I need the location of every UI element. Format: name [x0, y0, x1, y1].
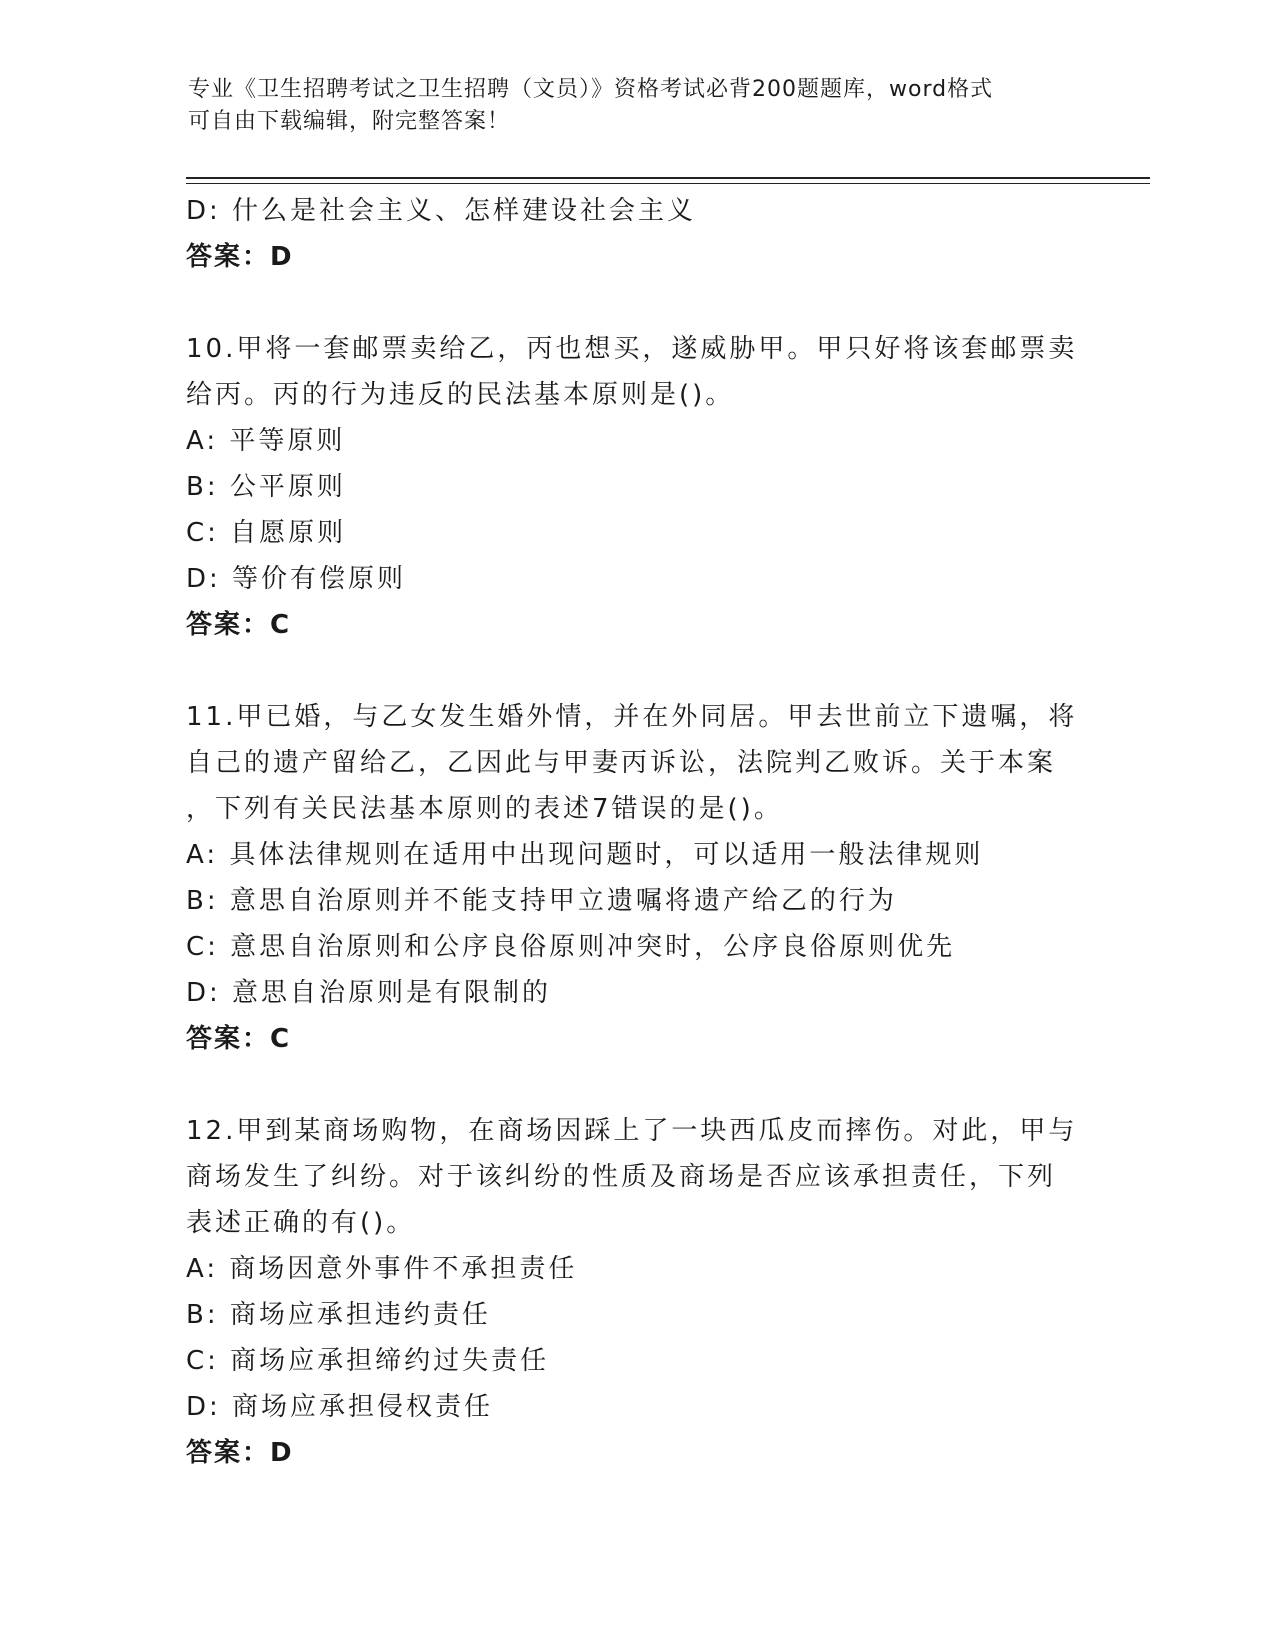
option-c: C: 意思自治原则和公序良俗原则冲突时，公序良俗原则优先: [186, 932, 956, 962]
spacer: [186, 280, 1086, 326]
option-c: C: 商场应承担缔约过失责任: [186, 1346, 550, 1376]
option-c: C: 自愿原则: [186, 518, 347, 548]
question-stem-line: 11.甲已婚，与乙女发生婚外情，并在外同居。甲去世前立下遗嘱，将: [186, 702, 1078, 732]
spacer: [186, 648, 1086, 694]
answer: 答案：D: [186, 1438, 294, 1468]
option-b: B: 意思自治原则并不能支持甲立遗嘱将遗产给乙的行为: [186, 886, 897, 916]
question-list: [186, 188, 1086, 1476]
question-stem-line: ，下列有关民法基本原则的表述7错误的是()。: [186, 794, 783, 824]
option-a: A: 商场因意外事件不承担责任: [186, 1254, 578, 1284]
question-stem-line: 表述正确的有()。: [186, 1208, 416, 1238]
option-d: D: 商场应承担侵权责任: [186, 1392, 494, 1422]
question-stem-line: 10.甲将一套邮票卖给乙，丙也想买，遂威胁甲。甲只好将该套邮票卖: [186, 334, 1078, 364]
question-stem-line: 商场发生了纠纷。对于该纠纷的性质及商场是否应该承担责任，下列: [186, 1162, 1057, 1192]
option-a: A: 具体法律规则在适用中出现问题时，可以适用一般法律规则: [186, 840, 984, 870]
option-a: A: 平等原则: [186, 426, 346, 456]
question-12: [186, 1108, 1086, 1476]
option-b: B: 商场应承担违约责任: [186, 1300, 491, 1330]
prev-answer: 答案：D: [186, 242, 294, 272]
answer: 答案：C: [186, 1024, 292, 1054]
answer: 答案：C: [186, 610, 292, 640]
option-b: B: 公平原则: [186, 472, 346, 502]
spacer: [186, 1062, 1086, 1108]
header-divider-thin: [186, 183, 1150, 184]
header-line-1: 专业《卫生招聘考试之卫生招聘（文员）》资格考试必背200题题库，word格式: [188, 77, 994, 102]
question-stem-line: 自己的遗产留给乙，乙因此与甲妻丙诉讼，法院判乙败诉。关于本案: [186, 748, 1057, 778]
document-header: [188, 74, 1088, 138]
header-line-2: 可自由下载编辑，附完整答案！: [188, 109, 511, 134]
question-stem-line: 12.甲到某商场购物，在商场因踩上了一块西瓜皮而摔伤。对此，甲与: [186, 1116, 1078, 1146]
question-11: [186, 694, 1086, 1062]
prev-option-d: D: 什么是社会主义、怎样建设社会主义: [186, 196, 697, 226]
question-10: [186, 326, 1086, 648]
header-divider-thick: [186, 177, 1150, 179]
option-d: D: 意思自治原则是有限制的: [186, 978, 552, 1008]
question-stem-line: 给丙。丙的行为违反的民法基本原则是()。: [186, 380, 735, 410]
option-d: D: 等价有偿原则: [186, 564, 407, 594]
